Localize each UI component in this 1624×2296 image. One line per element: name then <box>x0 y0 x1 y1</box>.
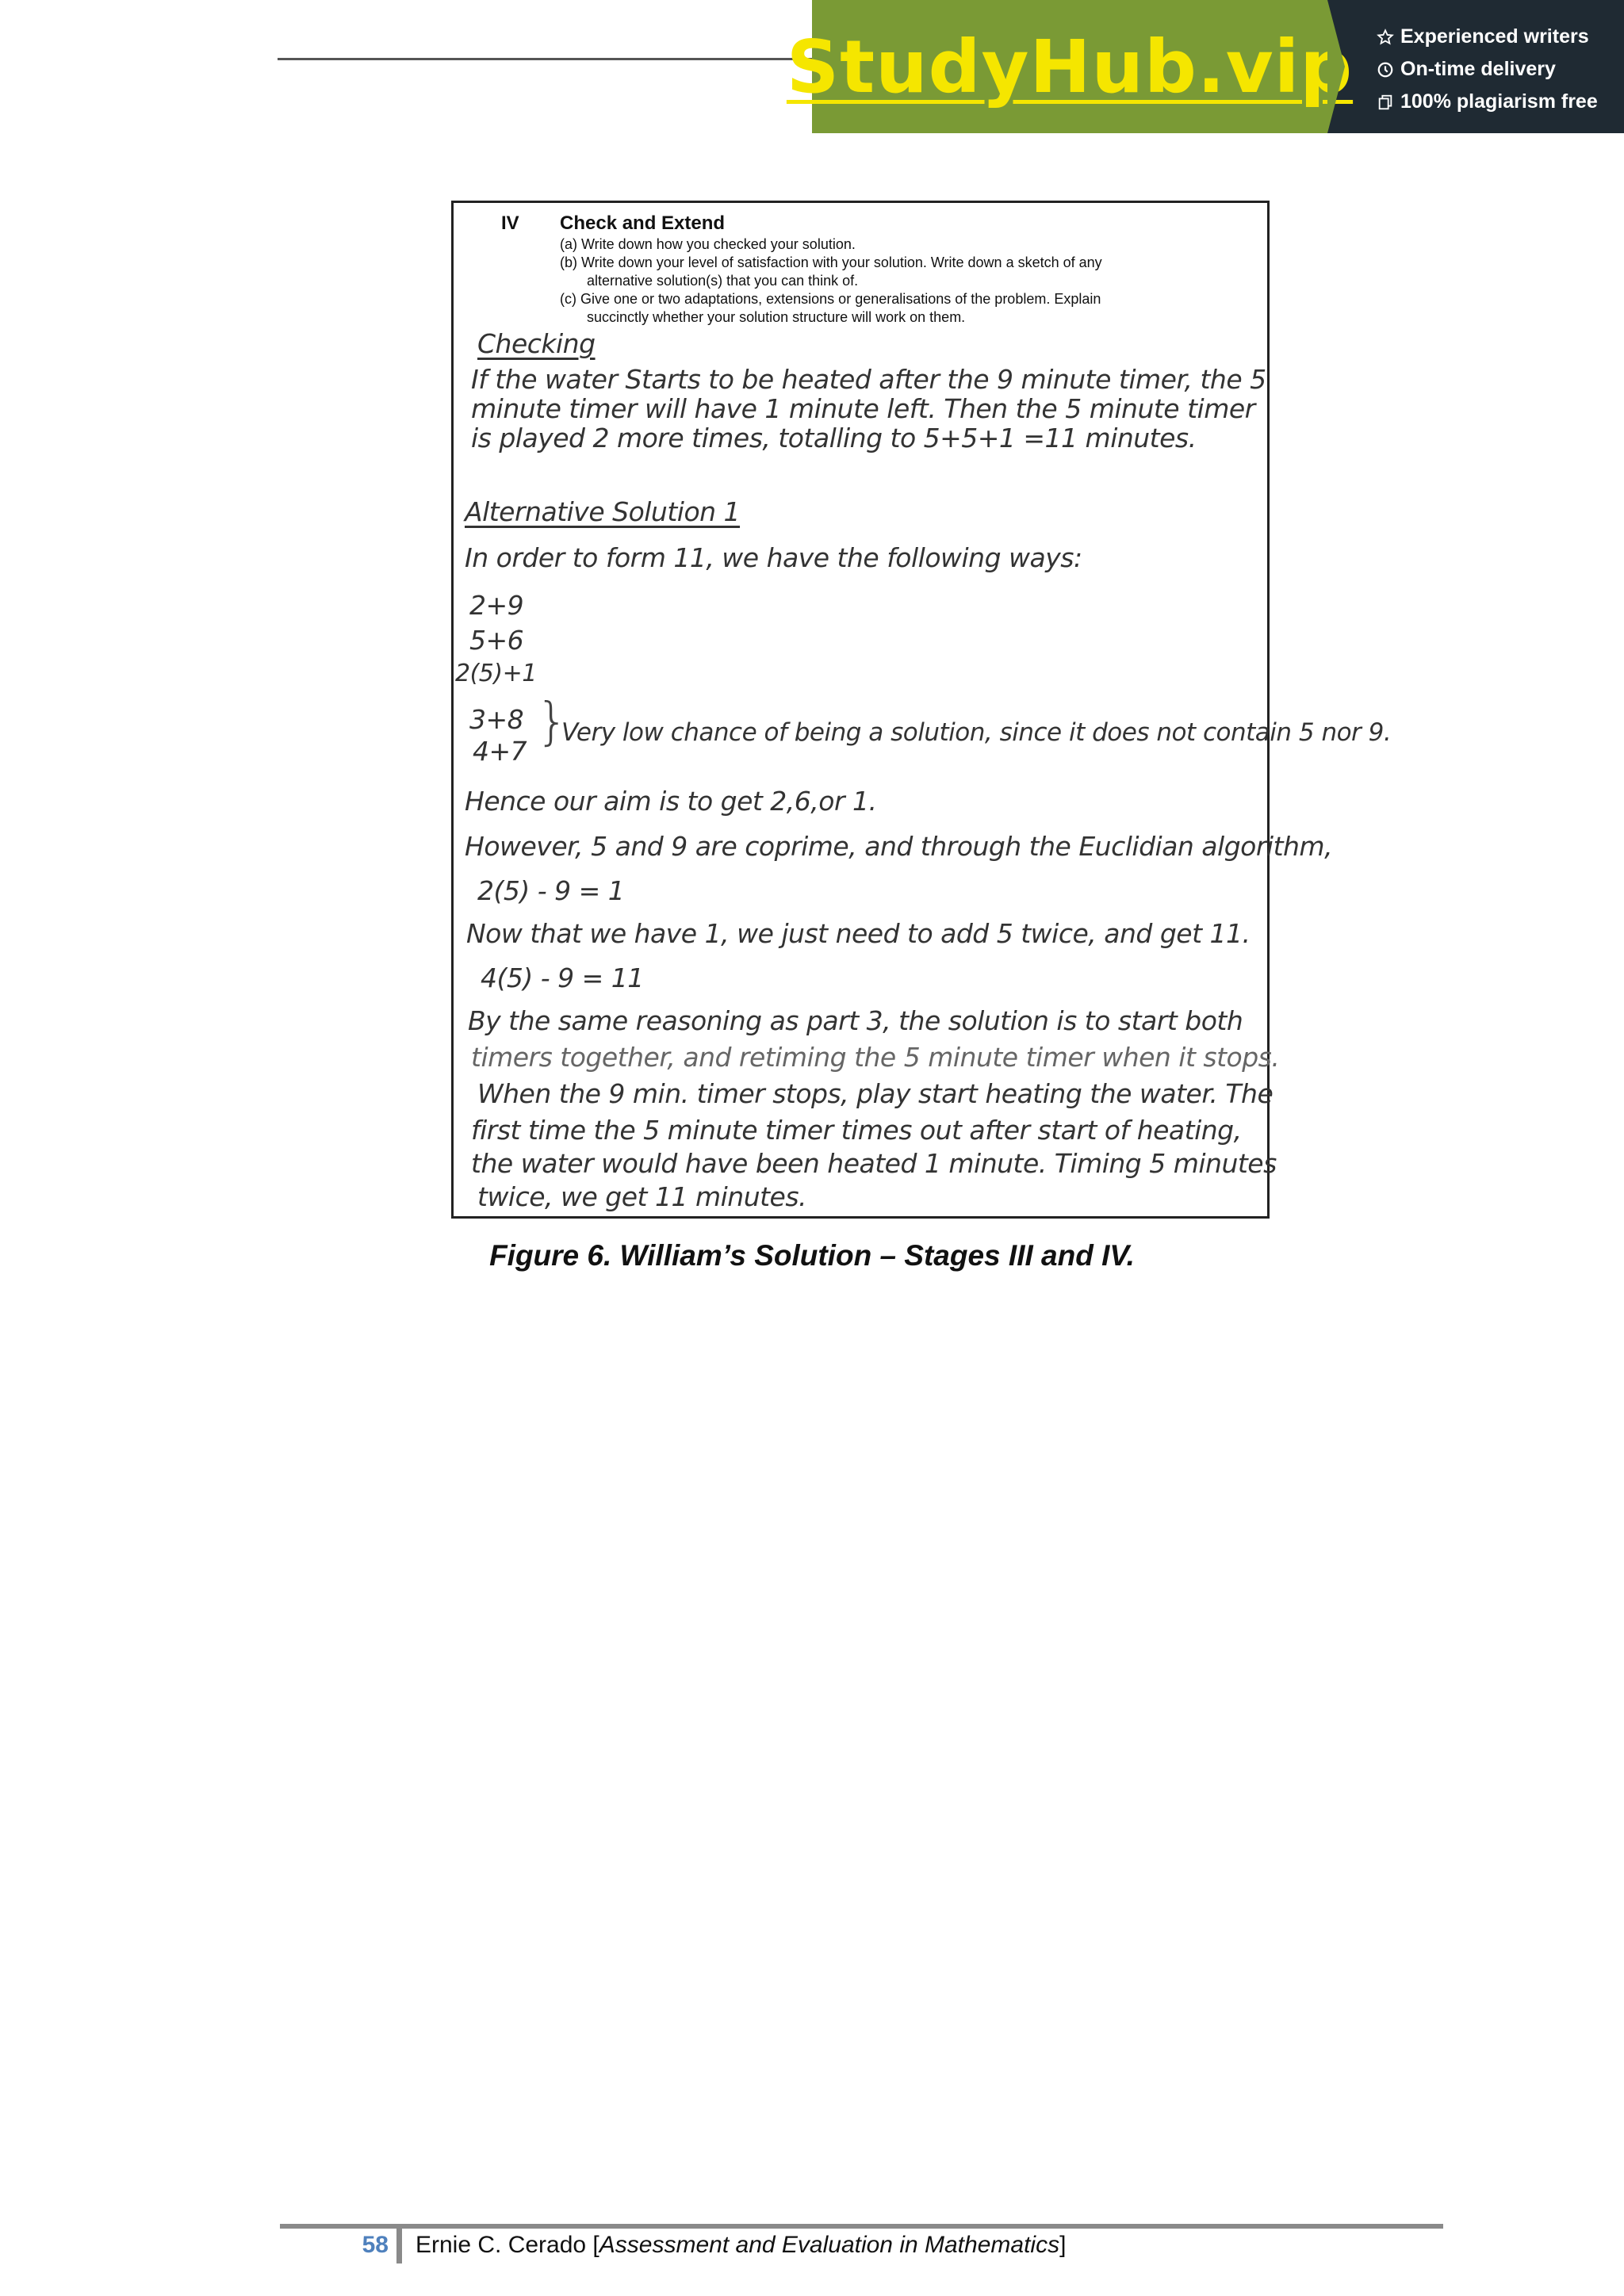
figure-caption: Figure 6. William’s Solution – Stages III and IV. <box>489 1239 1135 1272</box>
handwritten-line: twice, we get 11 minutes. <box>477 1181 807 1212</box>
banner-features <box>1327 0 1624 133</box>
handwritten-line: 2(5) - 9 = 1 <box>477 875 625 906</box>
handwritten-line: 2+9 <box>469 590 524 621</box>
copy-icon <box>1377 94 1394 111</box>
handwritten-line: 4+7 <box>473 736 527 767</box>
handwritten-line: In order to form 11, we have the following ways: <box>465 542 1082 573</box>
handwritten-heading: Alternative Solution 1 <box>465 496 741 527</box>
curly-brace: } <box>536 693 569 752</box>
instruction-line: succinctly whether your solution structure will work on them. <box>587 309 966 325</box>
handwritten-line: When the 9 min. timer stops, play start heating the water. The <box>477 1078 1274 1109</box>
handwritten-line: first time the 5 minute timer times out after start of heating, <box>471 1115 1242 1146</box>
handwritten-line: Very low chance of being a solution, since it does not contain 5 nor 9. <box>561 718 1392 747</box>
handwritten-line: 4(5) - 9 = 11 <box>481 962 644 993</box>
star-icon <box>1377 29 1394 46</box>
handwritten-line: However, 5 and 9 are coprime, and through the Euclidian algorithm, <box>465 831 1333 862</box>
footer-citation <box>416 2232 1066 2259</box>
footer-rule <box>280 2224 1443 2229</box>
handwritten-line: minute timer will have 1 minute left. Then the 5 minute timer <box>471 393 1255 424</box>
studyhub-banner[interactable] <box>786 0 1624 133</box>
header-rule <box>278 58 817 60</box>
handwritten-line: Now that we have 1, we just need to add 5 twice, and get 11. <box>466 918 1251 949</box>
scanned-solution-figure <box>451 201 1392 1219</box>
handwritten-line: 3+8 <box>469 704 524 735</box>
handwritten-heading: Checking <box>477 328 596 359</box>
feature-label: On-time delivery <box>1400 58 1556 80</box>
feature-item <box>1377 21 1624 53</box>
footer-close-bracket: ] <box>1059 2232 1067 2258</box>
page-number: 58 <box>362 2232 389 2258</box>
handwritten-line: the water would have been heated 1 minute. Timing 5 minutes <box>471 1148 1277 1179</box>
handwritten-line: timers together, and retiming the 5 minute timer when it stops. <box>471 1042 1280 1073</box>
feature-item <box>1377 53 1624 86</box>
handwritten-line: 5+6 <box>469 625 524 656</box>
stage-number: IV <box>501 212 519 234</box>
feature-label: 100% plagiarism free <box>1400 90 1598 113</box>
handwritten-line: By the same reasoning as part 3, the solution is to start both <box>468 1005 1243 1036</box>
handwritten-line: is played 2 more times, totalling to 5+5+1 =11 minutes. <box>471 423 1197 453</box>
instruction-line: (b) Write down your level of satisfaction with your solution. Write down a sketch of any <box>560 254 1102 270</box>
instruction-line: alternative solution(s) that you can think of. <box>587 273 859 289</box>
clock-icon <box>1377 61 1394 78</box>
studyhub-logo[interactable]: StudyHub.vip <box>786 24 1354 109</box>
instruction-line: (c) Give one or two adaptations, extensions or generalisations of the problem. Explain <box>560 291 1101 307</box>
stage-heading: Check and Extend <box>560 212 726 234</box>
footer-book-title: Assessment and Evaluation in Mathematics <box>599 2232 1060 2258</box>
feature-item <box>1377 86 1624 118</box>
footer-separator <box>396 2229 402 2263</box>
handwritten-line: Hence our aim is to get 2,6,or 1. <box>465 786 877 817</box>
footer-author: Ernie C. Cerado [ <box>416 2232 599 2258</box>
feature-label: Experienced writers <box>1400 25 1589 48</box>
instruction-line: (a) Write down how you checked your solution. <box>560 236 856 252</box>
handwritten-line: If the water Starts to be heated after the 9 minute timer, the 5 <box>471 364 1266 395</box>
banner-logo-panel[interactable] <box>786 0 1354 133</box>
handwritten-line: 2(5)+1 <box>455 660 537 687</box>
